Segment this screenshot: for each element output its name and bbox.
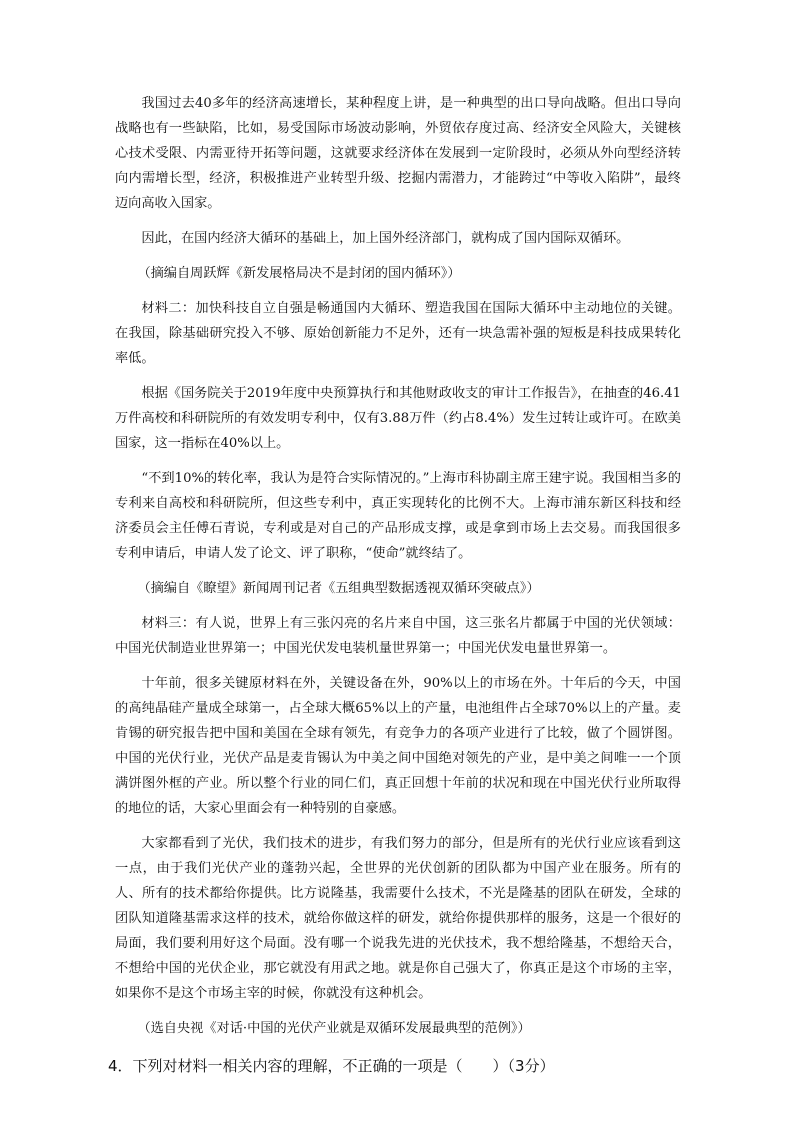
document-body [108, 91, 681, 1079]
paragraph-audit-report: 根据《国务院关于2019年度中央预算执行和其他财政收支的审计工作报告》，在抽查的46.41万件高校和科研院所的有效发明专利中，仅有3.88万件（约占8.4%）发生过转让或许可。在欧美国家，这一指标在40%以上。 [115, 386, 681, 451]
paragraph-pv-innovation: 大家都看到了光伏，我们技术的进步，有我们努力的部分，但是所有的光伏行业应该看到这一点，由于我们光伏产业的蓬勃兴起，全世界的光伏创新的团队都为中国产业在服务。所有的人、所有的技术都给你提供。比方说隆基，我需要什么技术，不光是隆基的团队在研发，全球的团队知道隆基需求这样的技术，就给你做这样的研发，就给你提供那样的服务，这是一个很好的局面，我们要利用好这个局面。没有哪一个说我先进的光伏技术，我不想给隆基，不想给天合，不想给中国的光伏企业，那它就没有用武之地。就是你自己强大了，你真正是这个市场的主宰，如果你不是这个市场主宰的时候，你就没有这种机会。 [115, 836, 681, 1001]
source-note-3: （选自央视《对话·中国的光伏产业就是双循环发展最典型的范例》） [137, 1021, 531, 1036]
paragraph-export-strategy: 我国过去40多年的经济高速增长，某种程度上讲，是一种典型的出口导向战略。但出口导向战略也有一些缺陷，比如，易受国际市场波动影响，外贸依存度过高、经济安全风险大，关键核心技术受限、内需亚待开拓等问题，这就要求经济体在发展到一定阶段时，必须从外向型经济转向内需增长型，经济，积极推进产业转型升级、挖掘内需潜力，才能跨过“中等收入陷阱”，最终迈向高收入国家。 [115, 96, 681, 211]
material-two-intro: 材料二：加快科技自立自强是畅通国内大循环、塑造我国在国际大循环中主动地位的关键。在我国，除基础研究投入不够、原始创新能力不足外，还有一块急需补强的短板是科技成果转化率低。 [115, 301, 681, 366]
source-note-2: （摘编自《瞭望》新闻周刊记者《五组典型数据透视双循环突破点》） [137, 581, 540, 596]
paragraph-conversion-rate: “不到10%的转化率，我认为是符合实际情况的。”上海市科协副主席王建宇说。我国相当多的专利来自高校和科研院所，但这些专利中，真正实现转化的比例不大。上海市浦东新区科技和经济委员会主任傅石青说，专利或是对自己的产品形成支撑，或是拿到市场上去交易。而我国很多专利申请后，申请人发了论文、评了职称，“使命”就终结了。 [115, 471, 681, 561]
paragraph-dual-circulation: 因此，在国内经济大循环的基础上，加上国外经济部门，就构成了国内国际双循环。 [141, 231, 630, 246]
question-4: 4．下列对材料一相关内容的理解，不正确的一项是（ ）（3分） [108, 1057, 555, 1075]
paragraph-pv-decade: 十年前，很多关键原材料在外，关键设备在外，90%以上的市场在外。十年后的今天，中国的高纯晶硅产量成全球第一，占全球大概65%以上的产量，电池组件占全球70%以上的产量。麦肯锡的研究报告把中国和美国在全球有领先，有竞争力的各项产业进行了比较，做了个圆饼图。中国的光伏行业，光伏产品是麦肯锡认为中美之间中国绝对领先的产业，是中美之间唯一一个顶满饼图外框的产业。所以整个行业的同仁们，真正回想十年前的状况和现在中国光伏行业所取得的地位的话，大家心里面会有一种特别的自豪感。 [115, 676, 681, 816]
material-three-intro: 材料三：有人说，世界上有三张闪亮的名片来自中国，这三张名片都属于中国的光伏领域：中国光伏制造业世界第一；中国光伏发电装机量世界第一；中国光伏发电量世界第一。 [115, 616, 681, 656]
source-note-1: （摘编自周跃辉《新发展格局决不是封闭的国内循环》） [137, 266, 461, 281]
